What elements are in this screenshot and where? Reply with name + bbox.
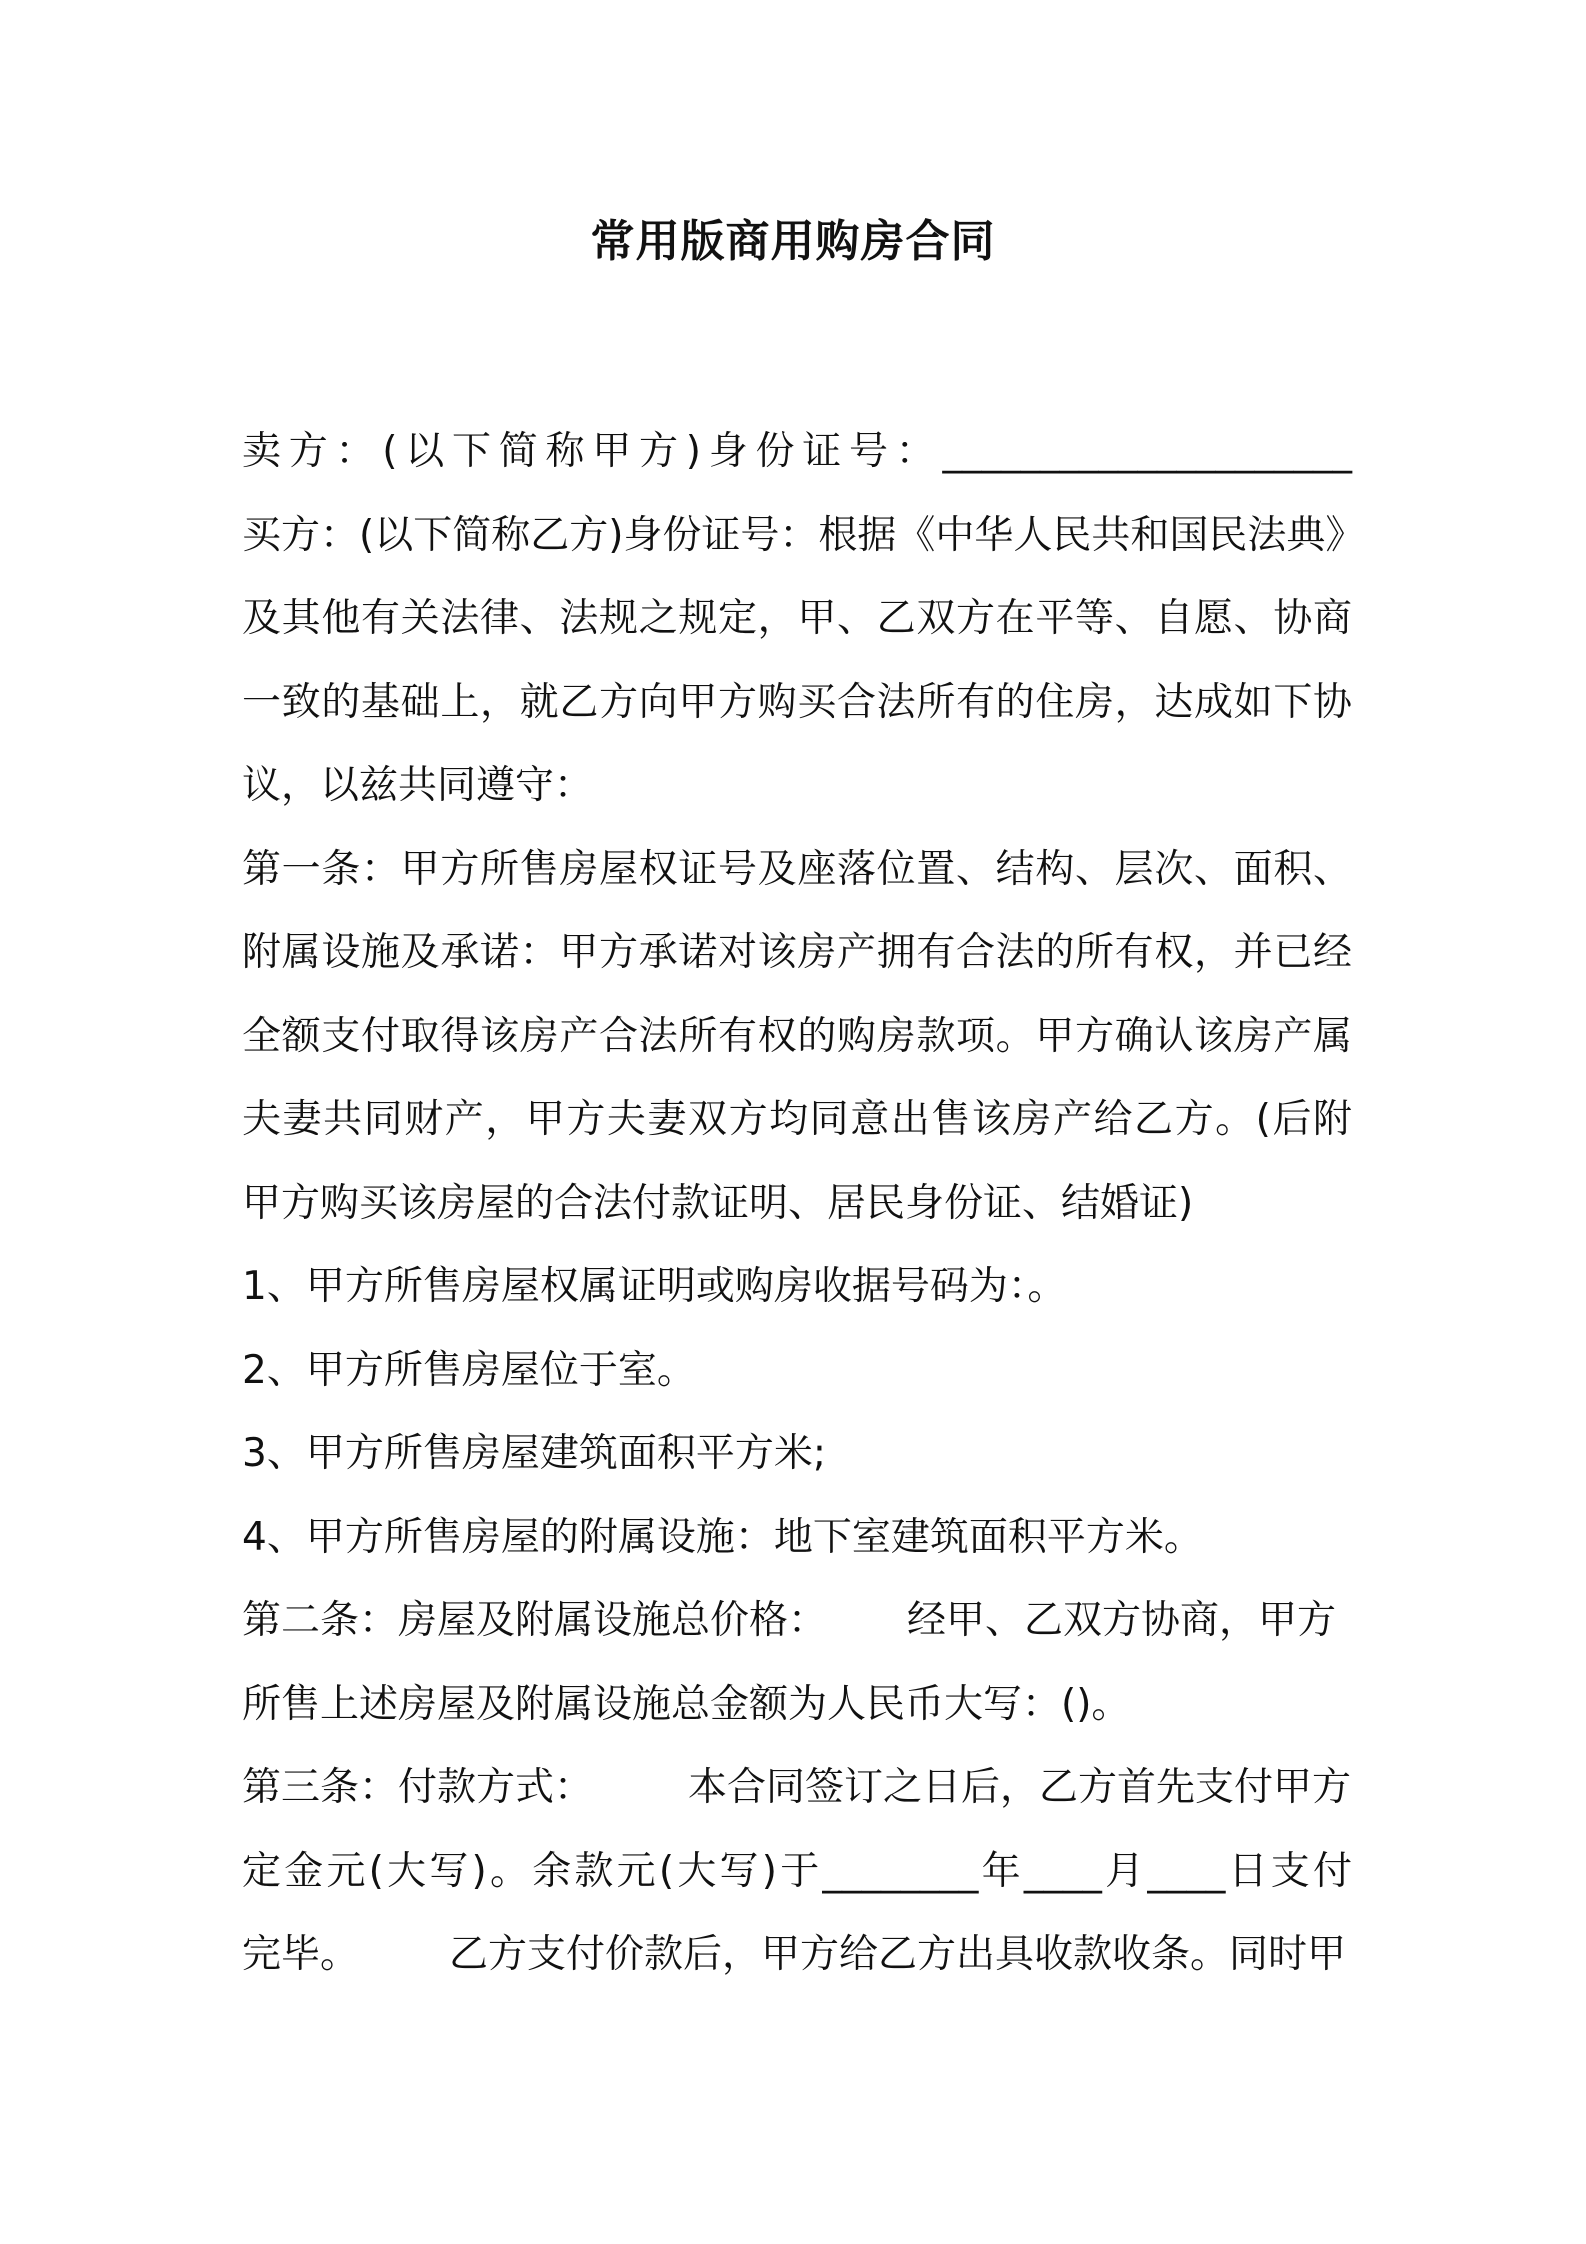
- text-line: 所售上述房屋及附属设施总金额为人民币大写：()。: [242, 1681, 1131, 1727]
- list-item: 2、甲方所售房屋位于室。: [242, 1347, 696, 1393]
- article-3-text: 本合同签订之日后，乙方首先支付甲方: [688, 1765, 1352, 1810]
- text-fragment: 乙方支付价款后，甲方给乙方出具收款收条。同时甲: [449, 1932, 1347, 1977]
- list-item: 3、甲方所售房屋建筑面积平方米;: [242, 1431, 826, 1476]
- text-line: 议，以兹共同遵守：: [242, 763, 594, 808]
- article-1-heading: 第一条：甲方所售房屋权证号及座落位置、结构、层次、面积、: [242, 846, 1352, 892]
- text-line: [242, 1913, 1352, 1997]
- list-item: 1、甲方所售房屋权属证明或购房收据号码为：。: [242, 1264, 1067, 1309]
- text-line: 甲方购买该房屋的合法付款证明、居民身份证、结婚证): [242, 1180, 1194, 1226]
- text-line: 夫妻共同财产，甲方夫妻双方均同意出售该房产给乙方。(后附: [242, 1097, 1352, 1142]
- article-3-label: 第三条：付款方式：: [242, 1765, 594, 1810]
- text-line: 及其他有关法律、法规之规定，甲、乙双方在平等、自愿、协商: [242, 596, 1352, 641]
- article-2-heading: [242, 1579, 1352, 1663]
- seller-line: 卖方：(以下简称甲方)身份证号：_____________________: [242, 429, 1352, 474]
- article-2-label: 第二条：房屋及附属设施总价格：: [242, 1598, 828, 1643]
- text-line: 附属设施及承诺：甲方承诺对该房产拥有合法的所有权，并已经: [242, 930, 1352, 975]
- text-fragment: 完毕。: [242, 1932, 360, 1977]
- text-line: 全额支付取得该房产合法所有权的购房款项。甲方确认该房产属: [242, 1013, 1352, 1059]
- text-line: 一致的基础上，就乙方向甲方购买合法所有的住房，达成如下协: [242, 679, 1352, 725]
- text-line: 定金元(大写)。余款元(大写)于________年____月____日支付: [242, 1848, 1352, 1894]
- document-body: [242, 410, 1365, 1997]
- document-title: 常用版商用购房合同: [590, 216, 996, 267]
- article-3-heading: [242, 1746, 1352, 1830]
- article-2-text: 经甲、乙双方协商，甲方: [907, 1598, 1337, 1643]
- buyer-line: 买方：(以下简称乙方)身份证号：根据《中华人民共和国民法典》: [242, 512, 1365, 558]
- list-item: 4、甲方所售房屋的附属设施：地下室建筑面积平方米。: [242, 1514, 1203, 1560]
